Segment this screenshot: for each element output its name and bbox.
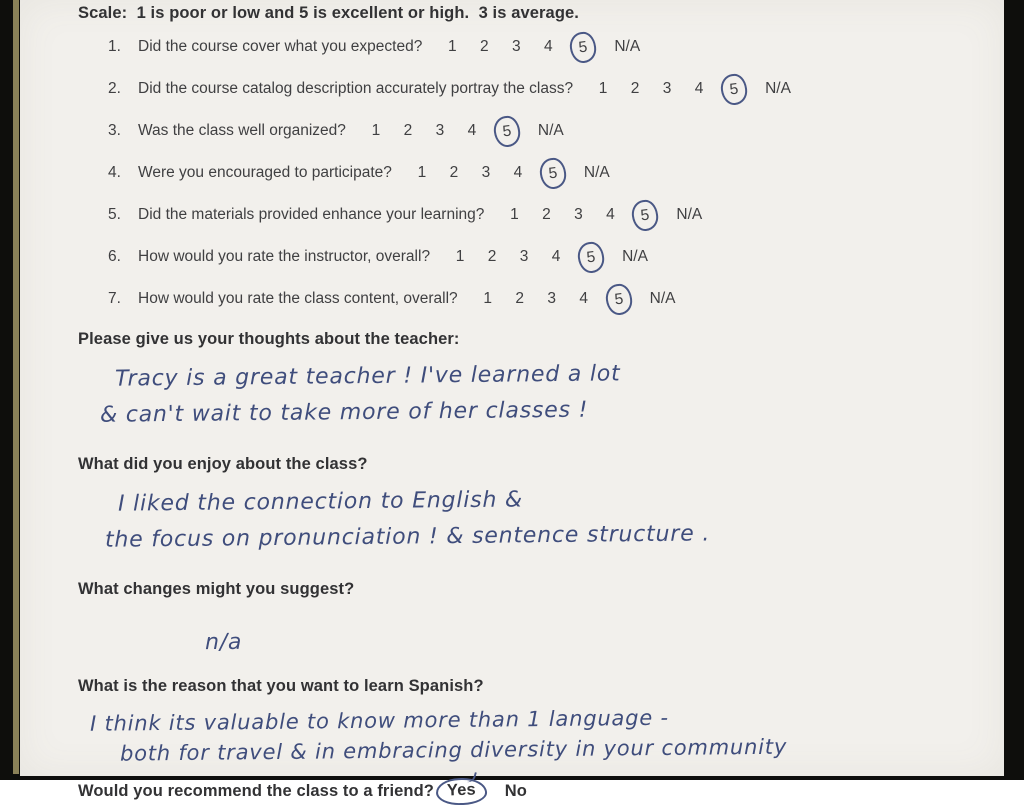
rating-option-1: 1 bbox=[455, 248, 465, 265]
rating-scale bbox=[436, 32, 650, 63]
rating-option-3: 3 bbox=[435, 122, 445, 139]
scale-note: Scale: 1 is poor or low and 5 is excellent or high. 3 is average. bbox=[78, 4, 579, 22]
rating-option-5-circled: 5 bbox=[604, 282, 634, 316]
rating-option-3: 3 bbox=[512, 38, 521, 55]
question-number: 4. bbox=[108, 164, 121, 181]
handwritten-line: I think its valuable to know more than 1 language - bbox=[89, 705, 669, 736]
rating-option-na: N/A bbox=[765, 80, 791, 97]
section-changes bbox=[78, 580, 1004, 657]
rating-option-na: N/A bbox=[614, 38, 641, 55]
question-text: Did the course cover what you expected? bbox=[138, 38, 423, 55]
question-number: 2. bbox=[108, 80, 121, 97]
handwritten-line: Tracy is a great teacher ! I've learned a lot bbox=[114, 361, 621, 392]
handwritten-line: I liked the connection to English & bbox=[117, 487, 524, 517]
rating-option-4: 4 bbox=[467, 122, 477, 139]
changes-prompt: What changes might you suggest? bbox=[78, 580, 355, 598]
recommend-no: No bbox=[504, 782, 527, 800]
paper-sheet bbox=[20, 0, 1004, 800]
question-number: 3. bbox=[108, 122, 121, 139]
question-row-1 bbox=[108, 36, 1004, 58]
rating-option-4: 4 bbox=[544, 38, 553, 55]
question-row-2 bbox=[108, 78, 1004, 100]
section-enjoy bbox=[78, 455, 1004, 554]
question-row-3 bbox=[108, 120, 1004, 142]
question-text: How would you rate the instructor, overall? bbox=[138, 248, 431, 265]
rating-option-5-circled: 5 bbox=[719, 72, 749, 106]
question-number: 7. bbox=[108, 290, 121, 307]
rating-option-na: N/A bbox=[676, 206, 703, 223]
question-text: Did the materials provided enhance your learning? bbox=[138, 206, 485, 223]
rating-option-5-circled: 5 bbox=[492, 114, 522, 148]
rating-option-1: 1 bbox=[483, 290, 492, 307]
teacher-thoughts-prompt: Please give us your thoughts about the teacher: bbox=[78, 330, 460, 348]
rating-option-4: 4 bbox=[513, 164, 523, 181]
rating-scale bbox=[587, 74, 801, 105]
question-row-7 bbox=[108, 288, 1004, 310]
rating-option-5-circled: 5 bbox=[576, 240, 606, 274]
question-number: 5. bbox=[108, 206, 121, 223]
rating-option-4: 4 bbox=[606, 206, 615, 223]
recommend-yes-circled: Yes bbox=[435, 777, 487, 806]
rating-scale bbox=[498, 200, 712, 231]
enjoy-answer bbox=[78, 482, 1004, 554]
question-text: Did the course catalog description accurately portray the class? bbox=[138, 80, 574, 97]
section-teacher-thoughts bbox=[78, 330, 1004, 429]
rating-option-5-circled: 5 bbox=[538, 156, 568, 190]
rating-option-na: N/A bbox=[537, 122, 564, 139]
rating-option-2: 2 bbox=[630, 80, 640, 97]
changes-answer bbox=[78, 621, 1004, 657]
question-row-5 bbox=[108, 204, 1004, 226]
enjoy-prompt: What did you enjoy about the class? bbox=[78, 455, 368, 473]
section-recommend bbox=[78, 778, 1004, 805]
section-spanish-reason bbox=[78, 677, 1004, 764]
rating-option-4: 4 bbox=[551, 248, 561, 265]
rating-question-list bbox=[78, 36, 1004, 310]
rating-option-na: N/A bbox=[583, 164, 610, 181]
rating-option-1: 1 bbox=[417, 164, 427, 181]
rating-option-3: 3 bbox=[547, 290, 556, 307]
rating-option-1: 1 bbox=[371, 122, 381, 139]
rating-option-3: 3 bbox=[519, 248, 529, 265]
question-text: Was the class well organized? bbox=[138, 122, 346, 139]
question-row-6 bbox=[108, 246, 1004, 268]
rating-option-1: 1 bbox=[598, 80, 608, 97]
rating-option-5-circled: 5 bbox=[569, 30, 599, 64]
spanish-reason-answer bbox=[78, 704, 1004, 764]
handwritten-line: & can't wait to take more of her classes ! bbox=[99, 397, 589, 428]
rating-scale bbox=[444, 242, 658, 273]
recommend-prompt: Would you recommend the class to a friend? bbox=[78, 782, 434, 800]
question-text: Were you encouraged to participate? bbox=[138, 164, 392, 181]
question-row-4 bbox=[108, 162, 1004, 184]
rating-option-3: 3 bbox=[481, 164, 491, 181]
spanish-reason-prompt: What is the reason that you want to learn Spanish? bbox=[78, 677, 484, 695]
handwritten-line: both for travel & in embracing diversity in your community bbox=[119, 734, 788, 766]
rating-option-2: 2 bbox=[542, 206, 551, 223]
rating-scale bbox=[406, 158, 620, 189]
rating-scale bbox=[360, 116, 574, 147]
rating-option-na: N/A bbox=[649, 290, 676, 307]
teacher-thoughts-answer bbox=[78, 357, 1004, 429]
rating-option-5-circled: 5 bbox=[631, 198, 661, 232]
rating-option-4: 4 bbox=[579, 290, 588, 307]
rating-option-na: N/A bbox=[622, 248, 648, 265]
rating-option-4: 4 bbox=[694, 80, 704, 97]
rating-option-2: 2 bbox=[487, 248, 497, 265]
handwritten-line: n/a bbox=[204, 629, 243, 656]
rating-option-3: 3 bbox=[574, 206, 583, 223]
rating-option-1: 1 bbox=[510, 206, 519, 223]
question-number: 1. bbox=[108, 38, 121, 55]
rating-option-2: 2 bbox=[403, 122, 413, 139]
rating-option-2: 2 bbox=[480, 38, 489, 55]
rating-scale bbox=[472, 284, 686, 315]
question-text: How would you rate the class content, overall? bbox=[138, 290, 458, 307]
scan-edge-line bbox=[13, 0, 19, 774]
rating-option-1: 1 bbox=[448, 38, 457, 55]
rating-option-2: 2 bbox=[515, 290, 524, 307]
rating-option-3: 3 bbox=[662, 80, 672, 97]
rating-option-2: 2 bbox=[449, 164, 459, 181]
question-number: 6. bbox=[108, 248, 121, 265]
handwritten-line: the focus on pronunciation ! & sentence structure . bbox=[104, 521, 711, 553]
